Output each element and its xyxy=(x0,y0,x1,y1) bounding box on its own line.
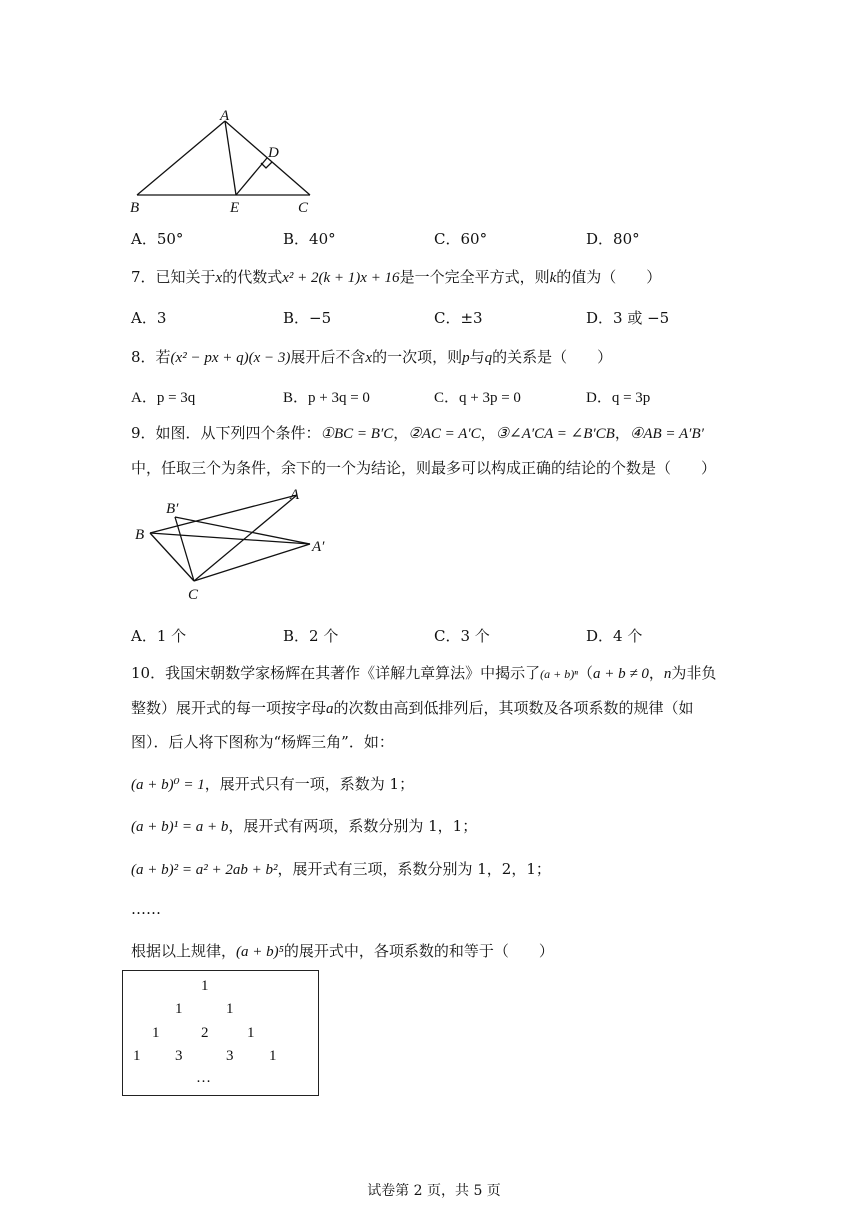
q10-ellipsis: …… xyxy=(131,900,161,918)
q10-example-1 xyxy=(131,815,477,836)
q10-example-0-text: ，展开式只有一项，系数为 1； xyxy=(204,775,415,793)
q8-stem-e: 的关系是（ ） xyxy=(492,348,613,366)
triangles-figure-q9 xyxy=(130,483,345,605)
label-A-prime: A′ xyxy=(312,539,325,555)
q10-example-1-expr: (a + b)¹ = a + b xyxy=(131,819,229,835)
q8-var-x: x xyxy=(365,350,373,366)
label-B: B xyxy=(130,200,140,216)
q10-line3: 图）．后人将下图称为“杨辉三角”．如： xyxy=(131,733,394,751)
q10-line1 xyxy=(131,662,716,683)
q8-option-a[interactable]: A．p = 3q xyxy=(131,390,196,406)
q8-expression: (x² − px + q)(x − 3) xyxy=(170,350,291,366)
pascal-r2-c2: 1 xyxy=(247,1025,255,1041)
q9-option-d[interactable]: D．4 个 xyxy=(586,627,643,645)
pascal-r3-c1: 3 xyxy=(175,1048,183,1064)
q8-stem-c: 的一次项，则 xyxy=(372,348,463,366)
q10-line1-b: （ xyxy=(577,664,593,682)
q10-example-0-expr: (a + b)⁰ = 1 xyxy=(131,777,205,793)
q8-stem-a: 8．若 xyxy=(131,348,171,366)
q10-question xyxy=(131,940,554,961)
q8-var-p: p xyxy=(462,350,470,366)
label-A: A xyxy=(220,108,230,124)
q9-condition-3: ③∠A′CA = ∠B′CB xyxy=(495,426,615,442)
q9-condition-4: ④AB = A′B′ xyxy=(629,426,704,442)
triangle-figure-q6 xyxy=(125,108,325,218)
q8-option-c[interactable]: C．q + 3p = 0 xyxy=(434,390,521,406)
pascal-r3-c2: 3 xyxy=(226,1048,234,1064)
q10-example-2-text: ，展开式有三项，系数分别为 1，2，1； xyxy=(277,860,551,878)
q7-stem xyxy=(131,266,661,287)
q10-expr-n: (a + b)ⁿ xyxy=(540,667,578,681)
q10-line2 xyxy=(131,697,694,718)
q8-var-q: q xyxy=(484,350,493,366)
q10-question-a: 根据以上规律， xyxy=(131,942,237,960)
q9-condition-2: ②AC = A′C xyxy=(408,426,481,442)
q6-option-c[interactable]: C．60° xyxy=(434,230,488,248)
q10-question-expr: (a + b)⁵ xyxy=(236,944,284,960)
q10-example-0 xyxy=(131,773,414,794)
q9-stem-line2: 中，任取三个为条件，余下的一个为结论，则最多可以构成正确的结论的个数是（ ） xyxy=(131,459,717,477)
q6-option-d[interactable]: D．80° xyxy=(586,230,640,248)
pascal-r2-c1: 2 xyxy=(201,1025,209,1041)
label-A: A xyxy=(290,487,300,503)
q10-line2-b: 的次数由高到低排列后，其项数及各项系数的规律（如 xyxy=(333,699,694,717)
q7-stem-b: 的代数式 xyxy=(222,268,283,286)
q8-stem-b: 展开后不含 xyxy=(290,348,366,366)
q10-condition: a + b ≠ 0 xyxy=(592,666,649,682)
q10-line2-a: 整数）展开式的每一项按字母 xyxy=(131,699,327,717)
q10-var-a: a xyxy=(326,701,334,717)
label-B: B xyxy=(135,527,145,543)
label-C: C xyxy=(298,200,309,216)
q6-option-a[interactable]: A．50° xyxy=(131,230,184,248)
q7-option-a[interactable]: A．3 xyxy=(131,309,167,327)
q10-question-b: 的展开式中，各项系数的和等于（ ） xyxy=(283,942,554,960)
q7-stem-d: 的值为（ ） xyxy=(556,268,662,286)
q9-stem: 9．如图．从下列四个条件：①BC = B′C，②AC = A′C，③∠A′CA = ∠B′CB，④AB = A′B′ xyxy=(131,424,704,442)
q9-condition-1: ①BC = B′C xyxy=(320,426,394,442)
q7-var-k: k xyxy=(549,270,557,286)
q8-option-b[interactable]: B．p + 3q = 0 xyxy=(283,390,370,406)
pascal-r0-c0: 1 xyxy=(201,978,209,994)
q9-option-c[interactable]: C．3 个 xyxy=(434,627,490,645)
pascal-r2-c0: 1 xyxy=(152,1025,160,1041)
q7-option-c[interactable]: C．±3 xyxy=(434,309,483,327)
q10-line1-a: 10．我国宋朝数学家杨辉在其著作《详解九章算法》中揭示了 xyxy=(131,664,541,682)
yanghui-triangle-box xyxy=(122,970,319,1096)
q8-stem-d: 与 xyxy=(469,348,485,366)
pascal-r3-c0: 1 xyxy=(133,1048,141,1064)
q7-stem-a: 7．已知关于 xyxy=(131,268,216,286)
q10-example-1-text: ，展开式有两项，系数分别为 1，1； xyxy=(228,817,478,835)
label-B-prime: B′ xyxy=(166,501,179,517)
q7-expression: x² + 2(k + 1)x + 16 xyxy=(282,270,400,286)
pascal-more: … xyxy=(196,1070,211,1086)
page-footer: 试卷第 2 页，共 5 页 xyxy=(367,1183,501,1199)
q9-option-a[interactable]: A．1 个 xyxy=(131,627,187,645)
pascal-r1-c1: 1 xyxy=(226,1001,234,1017)
q10-line1-c: ， xyxy=(648,664,664,682)
pascal-r1-c0: 1 xyxy=(175,1001,183,1017)
q10-var-n: n xyxy=(663,666,672,682)
pascal-r3-c3: 1 xyxy=(269,1048,277,1064)
q6-option-b[interactable]: B．40° xyxy=(283,230,336,248)
q10-example-2-expr: (a + b)² = a² + 2ab + b² xyxy=(131,862,278,878)
q10-line1-d: 为非负 xyxy=(671,664,717,682)
q7-stem-c: 是一个完全平方式，则 xyxy=(399,268,550,286)
q10-example-2 xyxy=(131,858,551,879)
label-E: E xyxy=(230,200,240,216)
label-C: C xyxy=(188,587,199,603)
q9-stem-a: 9．如图．从下列四个条件： xyxy=(131,424,321,442)
q7-var-x: x xyxy=(215,270,223,286)
q8-stem xyxy=(131,346,612,367)
q7-option-b[interactable]: B．−5 xyxy=(283,309,332,327)
q7-option-d[interactable]: D．3 或 −5 xyxy=(586,309,670,327)
q9-option-b[interactable]: B．2 个 xyxy=(283,627,339,645)
label-D: D xyxy=(268,145,279,161)
q8-option-d[interactable]: D．q = 3p xyxy=(586,390,651,406)
